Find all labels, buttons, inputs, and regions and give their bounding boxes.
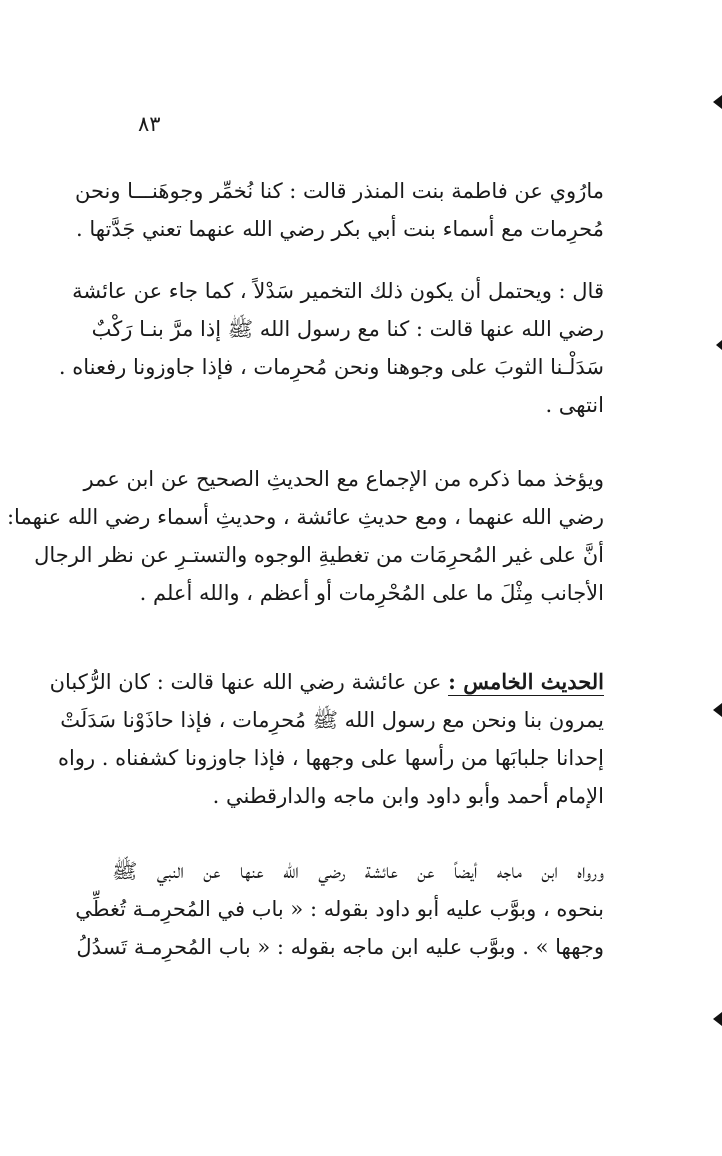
text-line bbox=[49, 663, 604, 701]
paragraph-2 bbox=[58, 272, 604, 424]
text-line: ويؤخذ مما ذكره من الإجماع مع الحديثِ الصحيح عن ابن عمر bbox=[83, 467, 604, 491]
text-line: قال : ويحتمل أن يكون ذلك التخمير سَدْلاً ، كما جاء عن عائشة bbox=[72, 279, 604, 303]
margin-arrow-top-icon bbox=[713, 95, 722, 109]
text-line: الأجانب مِثْلَ ما على المُحْرِمات أو أعظم ، والله أعلم . bbox=[139, 581, 604, 605]
paragraph-5 bbox=[75, 852, 604, 966]
text-line: إحدانا جلبابَها من رأسها على وجهها ، فإذا جاوزونا كشفناه . رواه bbox=[57, 746, 604, 770]
paragraph-1 bbox=[74, 172, 604, 248]
page-number: ٨٣ bbox=[138, 112, 161, 136]
text-line: وجهها » . وبوَّب عليه ابن ماجه بقوله : « باب المُحرِمـة تَسدُلُ bbox=[76, 935, 604, 959]
heading-line-rest: عن عائشة رضي الله عنها قالت : كان الرُّكبان bbox=[49, 670, 442, 694]
text-line: ورواه ابن ماجه أيضاً عن عائشة رضي الله عنها عن النبي ﷺ bbox=[112, 859, 604, 883]
margin-arrow-bottom-icon bbox=[713, 1012, 722, 1026]
margin-arrow-lower-icon bbox=[713, 703, 722, 717]
text-line: الإمام أحمد وأبو داود وابن ماجه والدارقطني . bbox=[212, 784, 604, 808]
paragraph-3 bbox=[6, 460, 604, 612]
text-line: سَدَلْـنا الثوبَ على وجوهنا ونحن مُحرِمات ، فإذا جاوزونا رفعناه . bbox=[58, 355, 604, 379]
text-line: انتهى . bbox=[545, 393, 604, 417]
paragraph-4 bbox=[49, 663, 604, 815]
text-line: يمرون بنا ونحن مع رسول الله ﷺ مُحرِمات ، فإذا حاذَوْنا سَدَلَتْ bbox=[60, 708, 604, 732]
text-line: مُحرِمات مع أسماء بنت أبي بكر رضي الله عنهما تعني جَدَّتها . bbox=[76, 217, 604, 241]
text-line: رضي الله عنها قالت : كنا مع رسول الله ﷺ إذا مرَّ بنـا رَكْبٌ bbox=[91, 317, 604, 341]
text-line: أنَّ على غير المُحرِمَات من تغطيةِ الوجوه والتستـرِ عن نظر الرجال bbox=[34, 543, 604, 567]
text-line: مارُوي عن فاطمة بنت المنذر قالت : كنا نُخمِّر وجوهَنـــا ونحن bbox=[74, 179, 604, 203]
text-line: بنحوه ، وبوَّب عليه أبو داود بقوله : « باب في المُحرِمـة تُغطِّي bbox=[75, 897, 604, 921]
margin-arrow-middle-icon bbox=[716, 340, 722, 350]
text-line: رضي الله عنهما ، ومع حديثِ عائشة ، وحديثِ أسماء رضي الله عنهما: bbox=[6, 505, 604, 529]
hadith-heading: الحديث الخامس : bbox=[448, 669, 604, 694]
